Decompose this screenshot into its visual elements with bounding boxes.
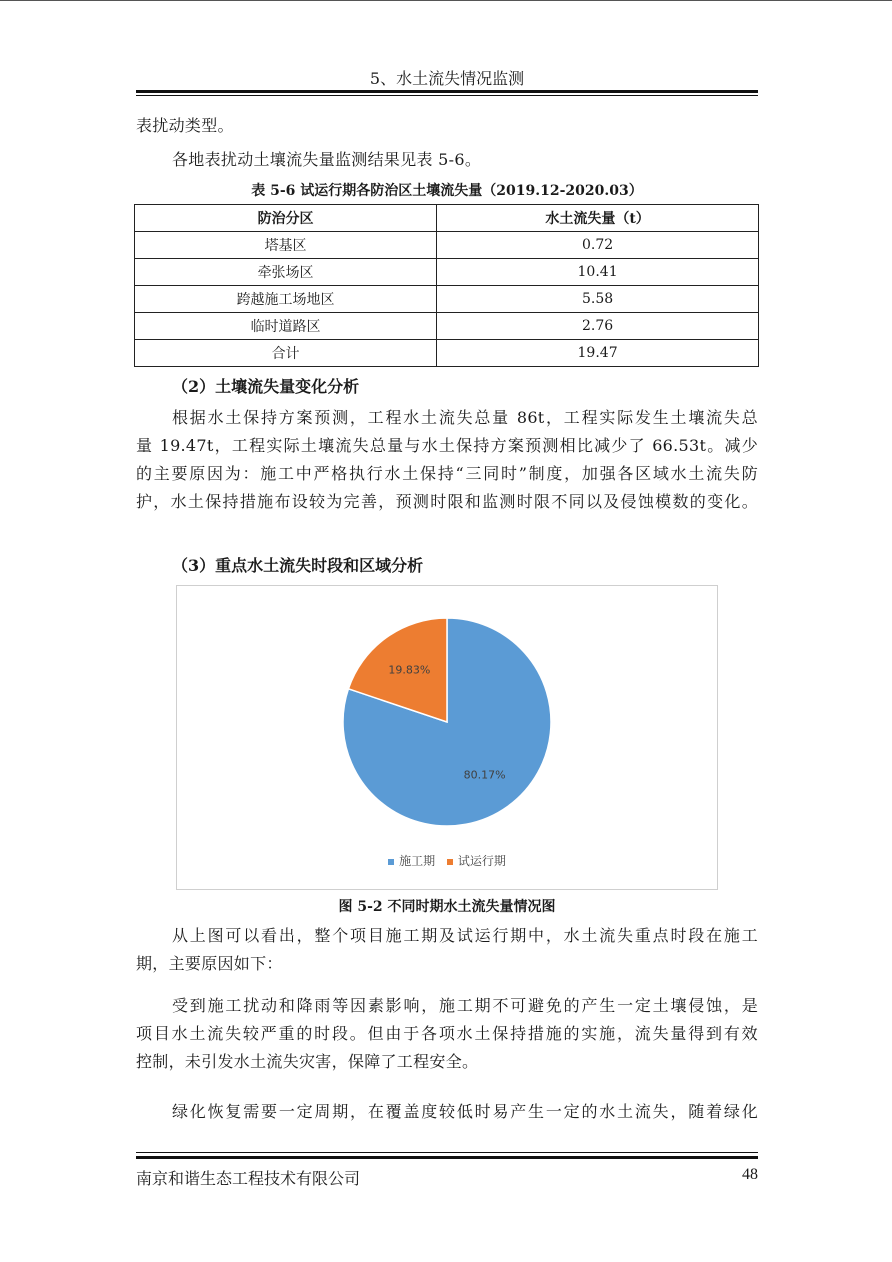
- section-2-paragraph: [136, 404, 758, 516]
- table-caption: 表 5-6 试运行期各防治区土壤流失量（2019.12-2020.03）: [251, 183, 643, 199]
- table-header-row: [135, 205, 759, 232]
- paragraph-line: 控制，未引发水土流失灾害，保障了工程安全。: [136, 1052, 479, 1071]
- paragraph-line: 护，水土保持措施布设较为完善，预测时限和监测时限不同以及侵蚀模数的变化。: [136, 492, 758, 511]
- header-rule-thick: [136, 90, 758, 93]
- loss-cell: 10.41: [437, 259, 759, 286]
- zone-cell: 临时道路区: [135, 313, 437, 340]
- table-row: [135, 286, 759, 313]
- legend-label: 试运行期: [457, 854, 506, 868]
- table-row: [135, 259, 759, 286]
- page-top-border: [0, 0, 892, 1]
- header-zone: 防治分区: [135, 205, 437, 232]
- section-3-heading: （3）重点水土流失时段和区域分析: [172, 556, 424, 575]
- paragraph-line: 从上图可以看出，整个项目施工期及试运行期中，水土流失重点时段在施工: [172, 926, 758, 945]
- page-number: 48: [742, 1166, 758, 1183]
- footer-company: 南京和谐生态工程技术有限公司: [136, 1169, 361, 1188]
- legend-item-trial-operation: [447, 852, 506, 869]
- paragraph-line: 绿化恢复需要一定周期，在覆盖度较低时易产生一定的水土流失，随着绿化: [172, 1102, 758, 1121]
- running-header: 5、水土流失情况监测: [369, 69, 525, 88]
- loss-cell: 2.76: [437, 313, 759, 340]
- figure-caption: 图 5-2 不同时期水土流失量情况图: [338, 899, 556, 915]
- footer-rule-thick: [136, 1156, 758, 1159]
- chart-legend: [177, 852, 717, 869]
- paragraph-line: 的主要原因为：施工中严格执行水土保持“三同时”制度，加强各区域水土流失防: [136, 464, 758, 483]
- zone-cell: 跨越施工场地区: [135, 286, 437, 313]
- paragraph-line: 受到施工扰动和降雨等因素影响，施工期不可避免的产生一定土壤侵蚀，是: [172, 996, 758, 1015]
- paragraph-line: 量 19.47t，工程实际土壤流失总量与水土保持方案预测相比减少了 66.53t。减少: [136, 436, 758, 455]
- zone-cell: 牵张场区: [135, 259, 437, 286]
- after-chart-paragraph-2: [136, 992, 758, 1076]
- table-row-total: [135, 340, 759, 367]
- loss-cell: 19.47: [437, 340, 759, 367]
- paragraph-line: 根据水土保持方案预测，工程水土流失总量 86t，工程实际发生土壤流失总: [172, 408, 758, 427]
- data-label-construction: 80.17%: [463, 768, 506, 782]
- table-reference: 各地表扰动土壤流失量监测结果见表 5-6。: [172, 150, 482, 169]
- zone-cell: 合计: [135, 340, 437, 367]
- intro-tail: 表扰动类型。: [136, 116, 234, 135]
- soil-loss-table: [134, 204, 759, 367]
- data-label-trial-operation: 19.83%: [388, 663, 431, 677]
- legend-item-construction: [388, 852, 435, 869]
- pie-chart-frame: [176, 585, 718, 890]
- header-rule-thin: [136, 95, 758, 96]
- paragraph-line: 项目水土流失较严重的时段。但由于各项水土保持措施的实施，流失量得到有效: [136, 1024, 758, 1043]
- paragraph-line: 期，主要原因如下：: [136, 954, 283, 973]
- header-loss: 水土流失量（t）: [437, 205, 759, 232]
- section-2-heading: （2）土壤流失量变化分析: [172, 377, 360, 396]
- table-row: [135, 232, 759, 259]
- legend-swatch: [388, 859, 394, 865]
- legend-swatch: [447, 859, 453, 865]
- loss-cell: 0.72: [437, 232, 759, 259]
- pie-chart: [177, 586, 717, 846]
- legend-label: 施工期: [399, 854, 436, 868]
- table-row: [135, 313, 759, 340]
- zone-cell: 塔基区: [135, 232, 437, 259]
- loss-cell: 5.58: [437, 286, 759, 313]
- after-chart-paragraph-1: [136, 922, 758, 978]
- footer-rule-thin: [136, 1152, 758, 1153]
- after-chart-paragraph-3: [136, 1098, 758, 1126]
